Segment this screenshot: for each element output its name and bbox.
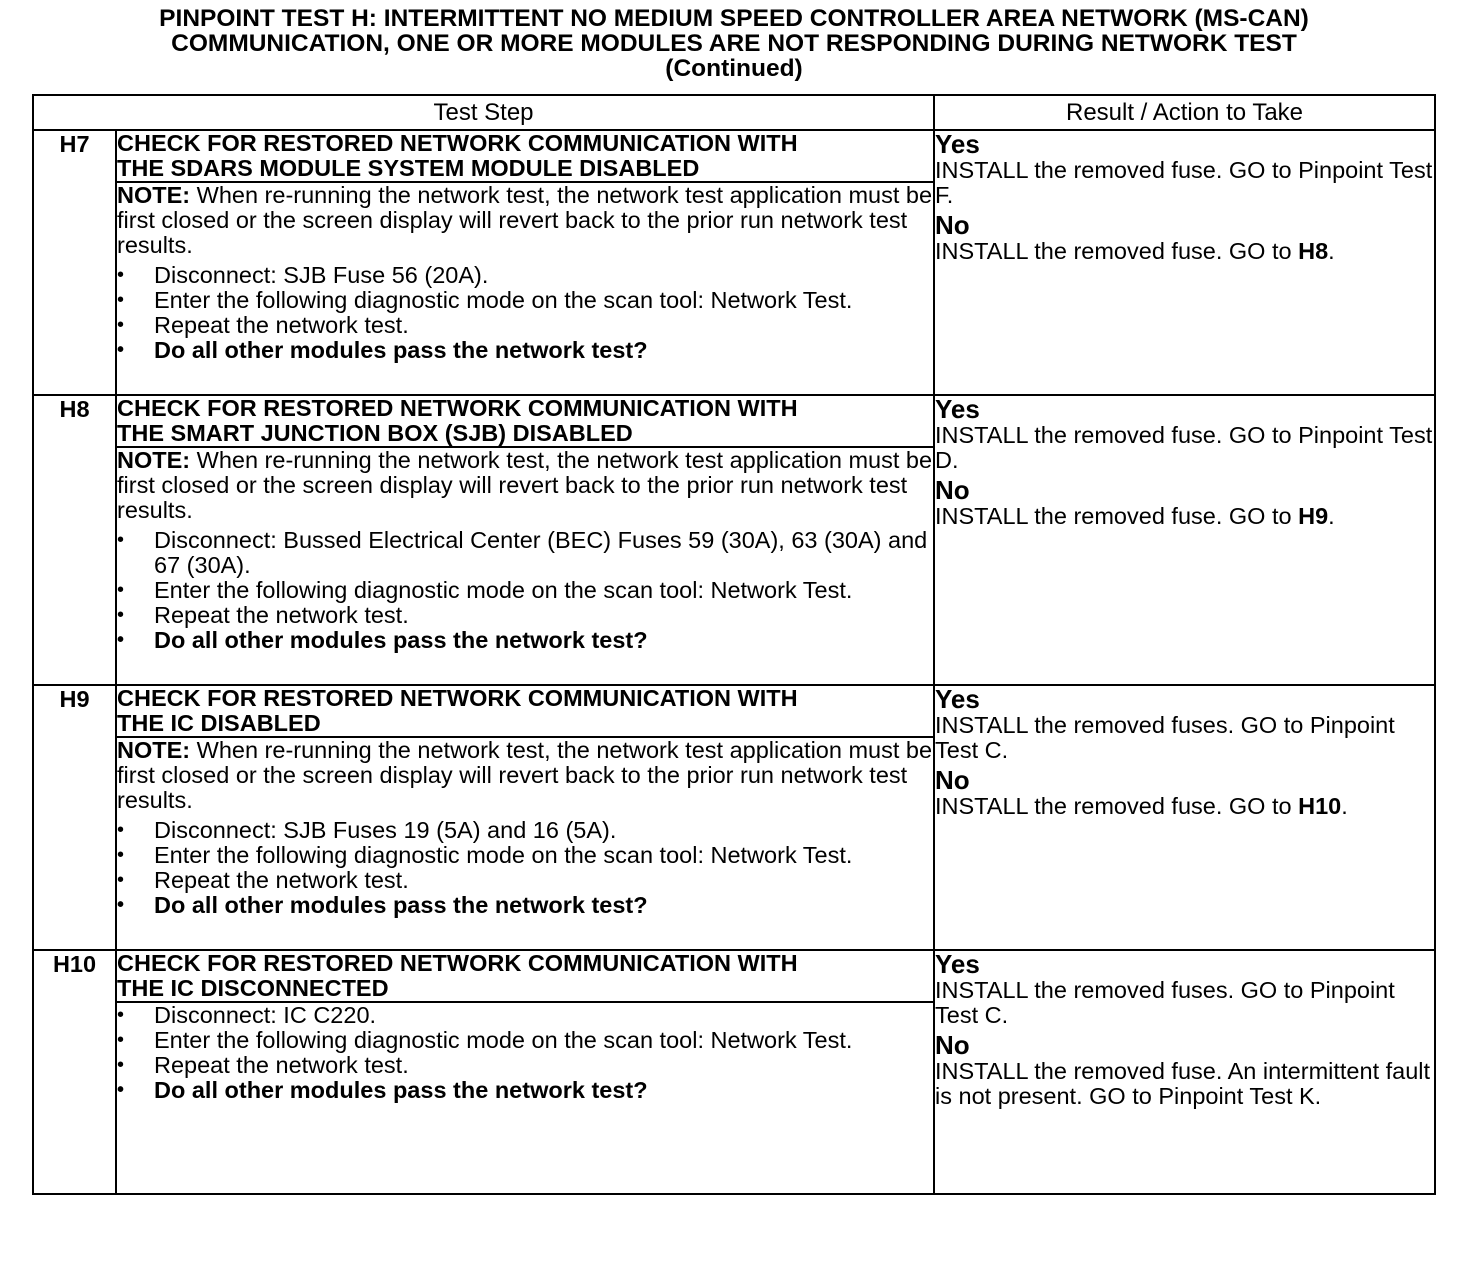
step-title-line: THE IC DISABLED — [117, 710, 321, 736]
result-cell — [934, 395, 1435, 685]
pinpoint-test-table — [32, 94, 1436, 1195]
list-item: • Do all other modules pass the network test? — [117, 893, 933, 918]
list-item: • Enter the following diagnostic mode on the scan tool: Network Test. — [117, 288, 933, 313]
title-line-1: PINPOINT TEST H: INTERMITTENT NO MEDIUM SPEED CONTROLLER AREA NETWORK (MS-CAN) — [159, 5, 1309, 32]
list-item: • Do all other modules pass the network test? — [117, 1078, 933, 1103]
step-id: H7 — [33, 130, 116, 395]
list-item: • Repeat the network test. — [117, 868, 933, 893]
result-cell — [934, 130, 1435, 395]
page-title — [34, 6, 1434, 81]
no-label: No — [935, 210, 970, 240]
goto-step-link: H10 — [1298, 793, 1342, 819]
goto-step-link: H8 — [1298, 238, 1329, 264]
no-label: No — [935, 475, 970, 505]
step-title-line: CHECK FOR RESTORED NETWORK COMMUNICATION WITH — [117, 950, 798, 976]
yes-label: Yes — [935, 949, 980, 979]
step-id: H8 — [33, 395, 116, 685]
list-item: • Disconnect: IC C220. — [117, 1003, 933, 1028]
goto-step-link: H9 — [1298, 503, 1329, 529]
no-label: No — [935, 1030, 970, 1060]
note: NOTE: When re-running the network test, the network test application must be first closed or the screen display will revert back to the prior run network test results. — [117, 182, 933, 258]
step-h8-title-row — [33, 395, 1435, 447]
no-action: INSTALL the removed fuse. An intermittent fault is not present. GO to Pinpoint Test K. — [935, 1058, 1431, 1109]
result-cell — [934, 950, 1435, 1194]
list-item: • Do all other modules pass the network test? — [117, 338, 933, 363]
step-title-line: THE SDARS MODULE SYSTEM MODULE DISABLED — [117, 155, 700, 181]
step-title — [116, 395, 934, 447]
yes-label: Yes — [935, 394, 980, 424]
step-title — [116, 130, 934, 182]
step-title — [116, 685, 934, 737]
list-item: • Enter the following diagnostic mode on the scan tool: Network Test. — [117, 843, 933, 868]
step-title-line: CHECK FOR RESTORED NETWORK COMMUNICATION WITH — [117, 395, 798, 421]
step-h7-title-row — [33, 130, 1435, 182]
list-item: • Do all other modules pass the network test? — [117, 628, 933, 653]
header-test-step: Test Step — [33, 95, 934, 130]
yes-action: INSTALL the removed fuses. GO to Pinpoint Test C. — [935, 977, 1395, 1028]
step-h10-title-row — [33, 950, 1435, 1002]
yes-action: INSTALL the removed fuse. GO to Pinpoint Test D. — [935, 422, 1433, 473]
step-title — [116, 950, 934, 1002]
note: NOTE: When re-running the network test, the network test application must be first closed or the screen display will revert back to the prior run network test results. — [117, 737, 933, 813]
no-action: INSTALL the removed fuse. GO to H10. — [935, 793, 1348, 819]
list-item: • Repeat the network test. — [117, 603, 933, 628]
step-id: H9 — [33, 685, 116, 950]
yes-action: INSTALL the removed fuses. GO to Pinpoint Test C. — [935, 712, 1395, 763]
step-body — [116, 1002, 934, 1194]
no-action: INSTALL the removed fuse. GO to H9. — [935, 503, 1335, 529]
step-body — [116, 182, 934, 395]
step-title-line: CHECK FOR RESTORED NETWORK COMMUNICATION WITH — [117, 130, 798, 156]
yes-label: Yes — [935, 129, 980, 159]
list-item: • Enter the following diagnostic mode on the scan tool: Network Test. — [117, 1028, 933, 1053]
note: NOTE: When re-running the network test, the network test application must be first closed or the screen display will revert back to the prior run network test results. — [117, 447, 933, 523]
result-cell — [934, 685, 1435, 950]
table-header-row — [33, 95, 1435, 130]
header-result-action: Result / Action to Take — [934, 95, 1435, 130]
yes-label: Yes — [935, 684, 980, 714]
list-item: • Disconnect: SJB Fuses 19 (5A) and 16 (5A). — [117, 818, 933, 843]
step-bullet-list — [117, 1003, 933, 1103]
list-item: • Repeat the network test. — [117, 1053, 933, 1078]
list-item: • Disconnect: Bussed Electrical Center (BEC) Fuses 59 (30A), 63 (30A) and 67 (30A). — [117, 528, 933, 578]
step-body — [116, 737, 934, 950]
step-bullet-list — [117, 263, 933, 363]
no-label: No — [935, 765, 970, 795]
step-title-line: THE IC DISCONNECTED — [117, 975, 389, 1001]
no-action: INSTALL the removed fuse. GO to H8. — [935, 238, 1335, 264]
list-item: • Disconnect: SJB Fuse 56 (20A). — [117, 263, 933, 288]
step-body — [116, 447, 934, 685]
list-item: • Enter the following diagnostic mode on the scan tool: Network Test. — [117, 578, 933, 603]
title-line-3: (Continued) — [665, 55, 803, 82]
list-item: • Repeat the network test. — [117, 313, 933, 338]
step-bullet-list — [117, 528, 933, 653]
yes-action: INSTALL the removed fuse. GO to Pinpoint Test F. — [935, 157, 1433, 208]
step-title-line: CHECK FOR RESTORED NETWORK COMMUNICATION WITH — [117, 685, 798, 711]
step-title-line: THE SMART JUNCTION BOX (SJB) DISABLED — [117, 420, 633, 446]
step-id: H10 — [33, 950, 116, 1194]
step-h9-title-row — [33, 685, 1435, 737]
step-bullet-list — [117, 818, 933, 918]
title-line-2: COMMUNICATION, ONE OR MORE MODULES ARE NOT RESPONDING DURING NETWORK TEST — [171, 30, 1297, 57]
